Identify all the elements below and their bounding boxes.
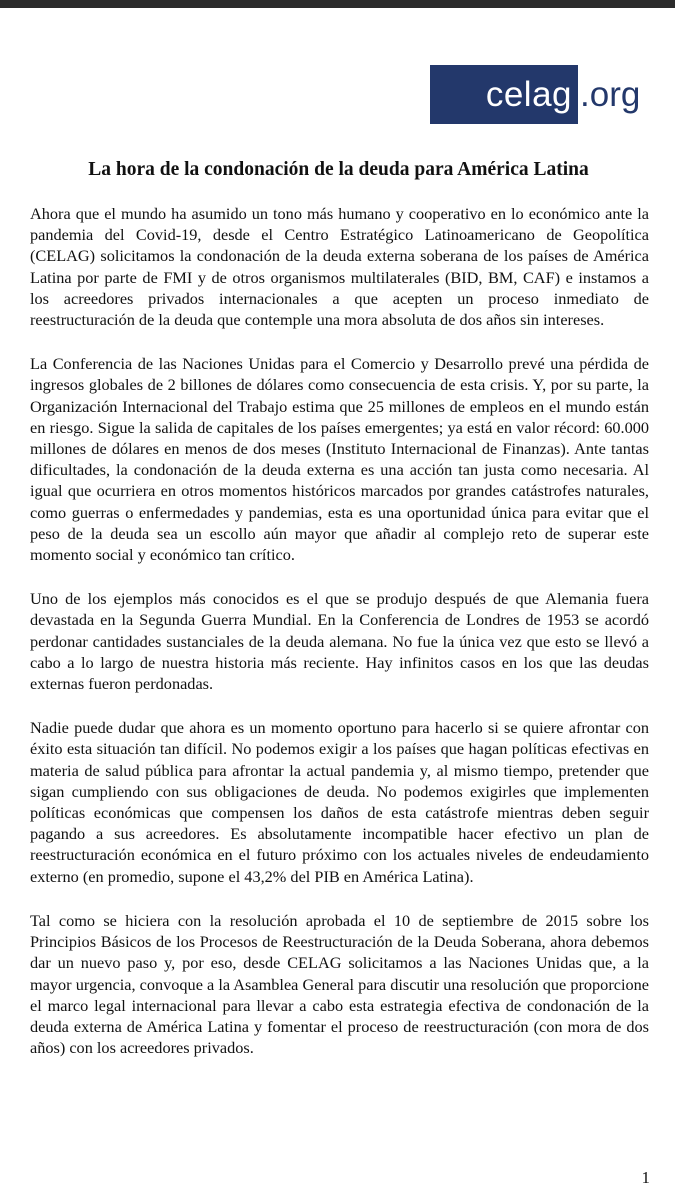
document-title: La hora de la condonación de la deuda para América Latina [88,159,589,180]
page-number: 1 [641,1168,650,1187]
document-body [30,203,649,1081]
logo-box [430,65,578,124]
celag-logo [430,65,656,124]
paragraph-4: Nadie puede dudar que ahora es un momento oportuno para hacerlo si se quiere afrontar con éxito esta situación tan difícil. No podemos exigir a los países que hagan políticas efectivas en materia de salud pública para afrontar la actual pandemia y, al mismo tiempo, pretender que sigan cumpliendo con sus obligaciones de deuda. No podemos exigirles que implementen políticas económicas que compensen los daños de esta catástrofe mientras deben seguir pagando a sus acreedores. Es absolutamente incompatible hacer efectivo un plan de reestructuración económica en el futuro próximo con los actuales niveles de endeudamiento externo (en promedio, supone el 43,2% del PIB en América Latina). [30,718,649,886]
paragraph-1: Ahora que el mundo ha asumido un tono más humano y cooperativo en lo económico ante la pandemia del Covid-19, desde el Centro Estratégico Latinoamericano de Geopolítica (CELAG) solicitamos la condonación de la deuda externa soberana de los países de América Latina por parte de FMI y de otros organismos multilaterales (BID, BM, CAF) e instamos a los acreedores privados internacionales a que acepten un proceso inmediato de reestructuración de la deuda que contemple una mora absoluta de dos años sin intereses. [30,204,649,330]
logo-suffix-text: .org [580,75,641,114]
logo-main-text: celag [485,75,572,114]
paragraph-2: La Conferencia de las Naciones Unidas para el Comercio y Desarrollo prevé una pérdida de ingresos globales de 2 billones de dólares como consecuencia de esta crisis. Y, por su parte, la Organización Internacional del Trabajo estima que 25 millones de empleos en el mundo están en riesgo. Sigue la salida de capitales de los países emergentes; ya está en valor récord: 60.000 millones de dólares en menos de dos meses (Instituto Internacional de Finanzas). Ante tantas dificultades, la condonación de la deuda externa es una acción tan justa como necesaria. Al igual que ocurriera en otros momentos históricos marcados por grandes catástrofes naturales, como guerras o enfermedades y pandemias, esta es una oportunidad única para evitar que el peso de la deuda sea un escollo aún mayor que añadir al complejo reto de superar este momento social y económico tan crítico. [30,354,649,565]
paragraph-3: Uno de los ejemplos más conocidos es el que se produjo después de que Alemania fuera devastada en la Segunda Guerra Mundial. En la Conferencia de Londres de 1953 se acordó perdonar cantidades sustanciales de la deuda alemana. No fue la única vez que esto se llevó a cabo a lo largo de nuestra historia más reciente. Hay infinitos casos en los que las deudas externas fueron perdonadas. [30,589,649,694]
paragraph-5: Tal como se hiciera con la resolución aprobada el 10 de septiembre de 2015 sobre los Principios Básicos de los Procesos de Reestructuración de la Deuda Soberana, ahora debemos dar un nuevo paso y, por eso, desde CELAG solicitamos a las Naciones Unidas que, a la mayor urgencia, convoque a la Asamblea General para discutir una resolución que proporcione el marco legal internacional para llevar a cabo esta estrategia efectiva de condonación de la deuda externa de América Latina y fomentar el proceso de reestructuración (con mora de dos años) con los acreedores privados. [30,910,649,1058]
top-bar [0,0,675,8]
